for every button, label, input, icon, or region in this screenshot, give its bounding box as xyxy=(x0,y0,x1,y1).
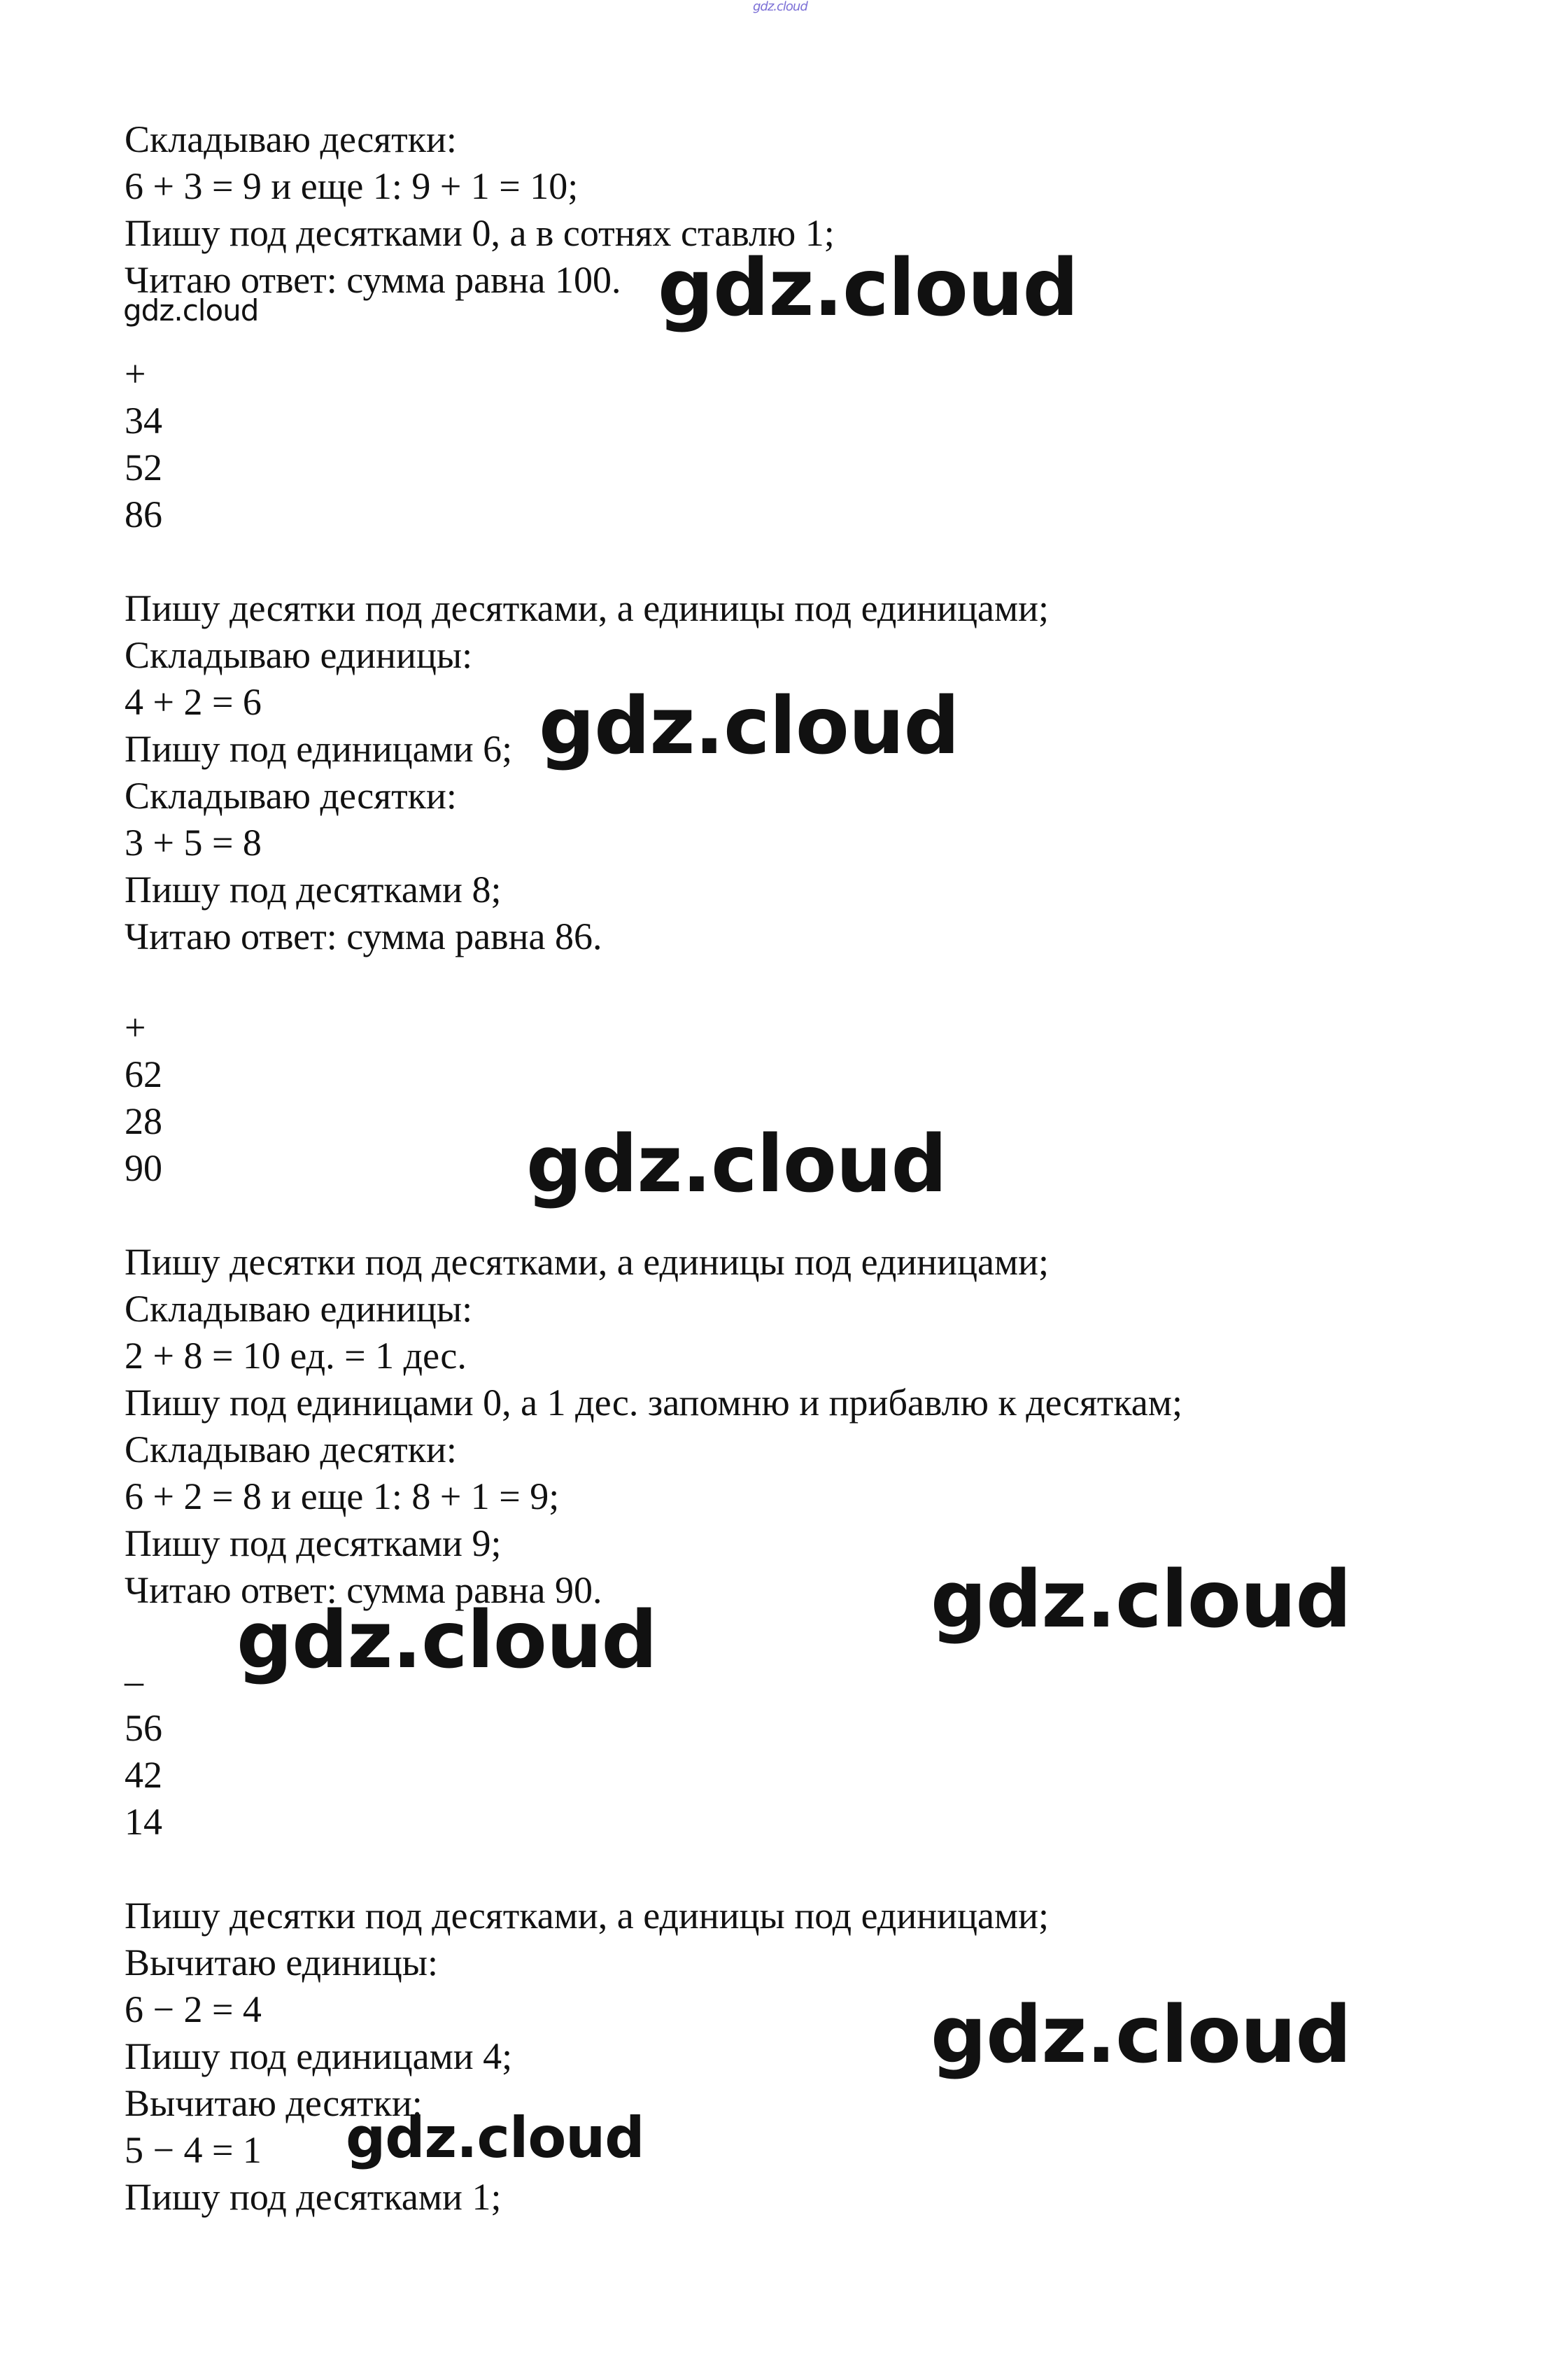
watermark: gdz.cloud xyxy=(236,1595,657,1686)
text-line: Пишу десятки под десятками, а единицы под единицами; xyxy=(125,1895,1050,1937)
text-line: Пишу под единицами 6; xyxy=(125,728,513,770)
watermark: gdz.cloud xyxy=(346,2105,644,2170)
operand: 52 xyxy=(125,447,162,489)
watermark: gdz.cloud xyxy=(526,1119,947,1210)
text-line: Складываю десятки: xyxy=(125,1428,457,1470)
text-line: Складываю единицы: xyxy=(125,634,473,676)
text-line: 2 + 8 = 10 ед. = 1 дес. xyxy=(125,1335,467,1377)
text-line: Пишу под единицами 0, а 1 дес. запомню и прибавлю к десяткам; xyxy=(125,1382,1182,1424)
text-line: Читаю ответ: сумма равна 100. xyxy=(125,259,621,301)
operand: 42 xyxy=(125,1754,162,1796)
text-line: Пишу под десятками 0, а в сотнях ставлю 1; xyxy=(125,212,835,254)
text-line: 6 + 3 = 9 и еще 1: 9 + 1 = 10; xyxy=(125,165,579,207)
text-line: Пишу под десятками 9; xyxy=(125,1522,502,1564)
operand: 34 xyxy=(125,400,162,442)
header-watermark: gdz.cloud xyxy=(753,0,807,14)
text-line: Читаю ответ: сумма равна 90. xyxy=(125,1569,602,1611)
operand: 56 xyxy=(125,1707,162,1749)
text-line: 3 + 5 = 8 xyxy=(125,822,262,864)
text-line: 5 − 4 = 1 xyxy=(125,2129,262,2171)
text-line: Пишу десятки под десятками, а единицы под единицами; xyxy=(125,587,1050,629)
watermark-small: gdz.cloud xyxy=(123,293,259,328)
watermark: gdz.cloud xyxy=(539,681,959,772)
text-line: Пишу под десятками 8; xyxy=(125,869,502,911)
operator-plus: + xyxy=(125,353,146,395)
text-line: 6 − 2 = 4 xyxy=(125,1988,262,2030)
text-line: 4 + 2 = 6 xyxy=(125,681,262,723)
watermark: gdz.cloud xyxy=(658,243,1078,334)
result: 90 xyxy=(125,1147,162,1189)
text-line: Вычитаю единицы: xyxy=(125,1941,439,1983)
text-line: Пишу под десятками 1; xyxy=(125,2176,502,2218)
text-line: Вычитаю десятки: xyxy=(125,2082,423,2124)
operand: 28 xyxy=(125,1100,162,1142)
text-line: Пишу десятки под десятками, а единицы под единицами; xyxy=(125,1241,1050,1283)
watermark: gdz.cloud xyxy=(931,1554,1351,1645)
text-line: 6 + 2 = 8 и еще 1: 8 + 1 = 9; xyxy=(125,1475,560,1517)
operator-plus: + xyxy=(125,1006,146,1048)
text-line: Читаю ответ: сумма равна 86. xyxy=(125,915,602,957)
text-line: Складываю десятки: xyxy=(125,775,457,817)
operator-minus: – xyxy=(125,1660,143,1702)
operand: 62 xyxy=(125,1053,162,1095)
text-line: Складываю десятки: xyxy=(125,118,457,160)
text-line: Складываю единицы: xyxy=(125,1288,473,1330)
result: 14 xyxy=(125,1801,162,1843)
result: 86 xyxy=(125,493,162,535)
text-line: Пишу под единицами 4; xyxy=(125,2035,513,2077)
watermark: gdz.cloud xyxy=(931,1990,1351,2081)
